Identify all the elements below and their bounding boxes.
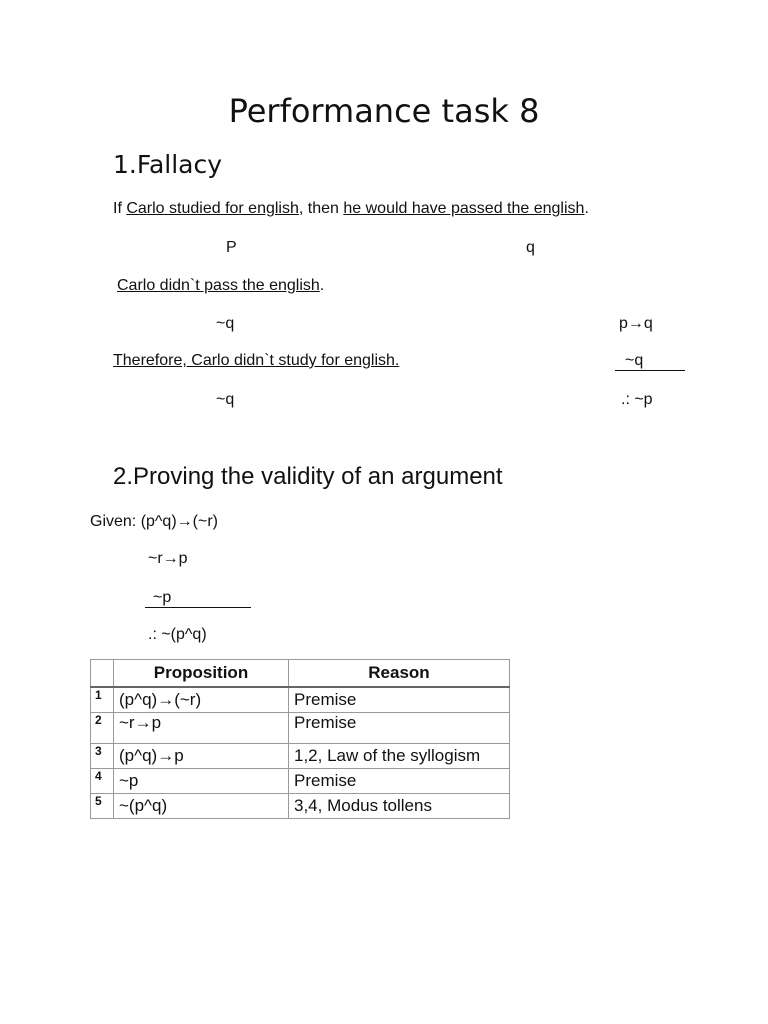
- row-reason: Premise: [289, 713, 510, 744]
- label-not-q: ~q: [216, 315, 235, 332]
- row-proposition: (p^q)→p: [114, 744, 289, 769]
- row-num: 2: [91, 713, 114, 744]
- premise2-text: Carlo didn`t pass the english: [117, 277, 320, 294]
- fallacy-premise2: [117, 277, 324, 295]
- header-num: [91, 660, 114, 688]
- row-num: 4: [91, 769, 114, 794]
- proof-table: [90, 659, 510, 819]
- header-reason: Reason: [289, 660, 510, 688]
- row-reason: 1,2, Law of the syllogism: [289, 744, 510, 769]
- row-reason: Premise: [289, 769, 510, 794]
- premise1-p-text: Carlo studied for english: [126, 200, 299, 217]
- row-reason: 3,4, Modus tollens: [289, 794, 510, 819]
- label-p: P: [226, 239, 237, 256]
- fallacy-premise1: [113, 200, 589, 218]
- given-premise2: ~r→p: [148, 550, 188, 567]
- given-conclusion: .: ~(p^q): [148, 626, 207, 643]
- row-num: 5: [91, 794, 114, 819]
- given-premise3: ~p: [145, 589, 251, 608]
- table-row: [91, 713, 510, 744]
- premise1-prefix: If: [113, 200, 127, 217]
- table-row: [91, 794, 510, 819]
- page-title: Performance task 8: [228, 92, 540, 130]
- row-proposition: ~p: [114, 769, 289, 794]
- row-proposition: ~r→p: [114, 713, 289, 744]
- table-row: [91, 769, 510, 794]
- premise2-suffix: .: [319, 277, 325, 294]
- row-proposition: ~(p^q): [114, 794, 289, 819]
- label-conclusion-not-q: ~q: [216, 391, 235, 408]
- table-header-row: [91, 660, 510, 688]
- label-q: q: [526, 239, 535, 256]
- row-proposition: (p^q)→(~r): [114, 687, 289, 713]
- row-num: 1: [91, 687, 114, 713]
- given-premise1: Given: (p^q)→(~r): [90, 513, 218, 530]
- section2-heading: 2.Proving the validity of an argument: [113, 463, 503, 490]
- label-p-implies-q: p→q: [619, 315, 653, 332]
- premise1-q-text: he would have passed the english: [343, 200, 585, 217]
- row-reason: Premise: [289, 687, 510, 713]
- table-row: [91, 744, 510, 769]
- table-row: [91, 687, 510, 713]
- section1-heading: 1.Fallacy: [113, 150, 223, 179]
- row-num: 3: [91, 744, 114, 769]
- fallacy-conclusion: Therefore, Carlo didn`t study for english.: [113, 352, 400, 369]
- header-proposition: Proposition: [114, 660, 289, 688]
- symbolic-minor-premise: ~q: [615, 352, 685, 371]
- premise1-mid: , then: [298, 200, 344, 217]
- premise1-suffix: .: [584, 200, 589, 217]
- symbolic-conclusion: .: ~p: [621, 391, 653, 408]
